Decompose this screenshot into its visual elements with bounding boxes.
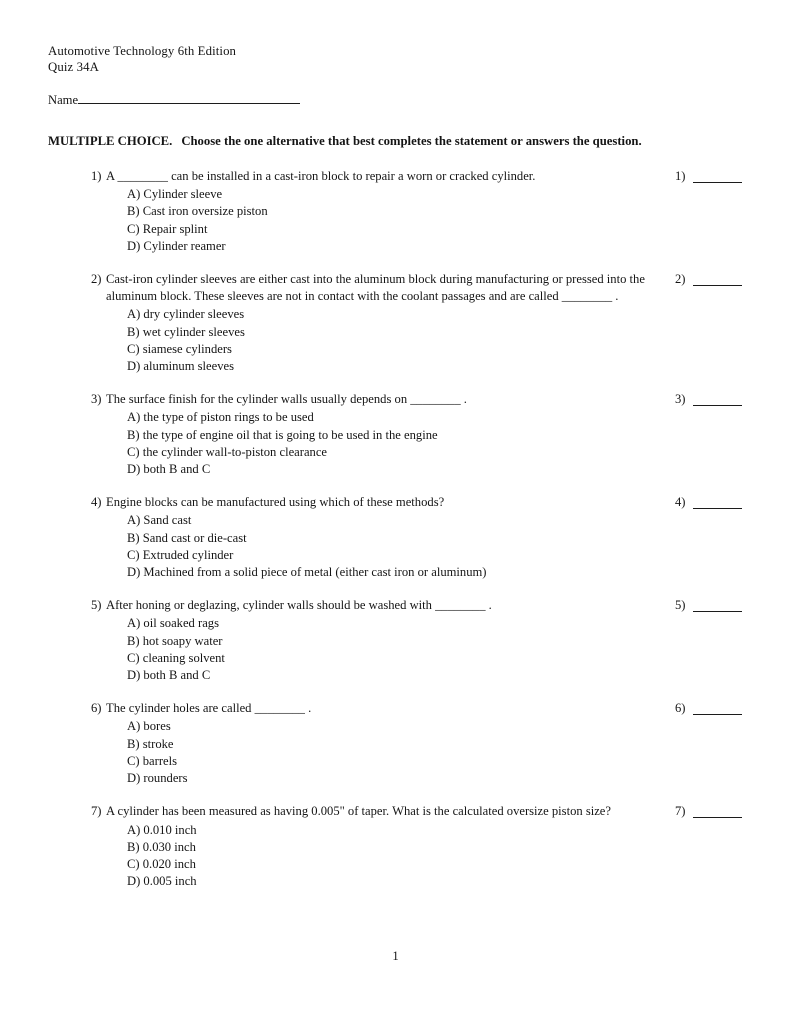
choices <box>106 718 665 787</box>
choice-d: D) both B and C <box>127 668 211 683</box>
question-7 <box>91 803 746 890</box>
choice-d: D) Cylinder reamer <box>127 238 226 253</box>
answer-blank-line <box>693 391 742 406</box>
name-row <box>48 90 746 109</box>
choices <box>106 822 665 891</box>
choice-d: D) aluminum sleeves <box>127 359 235 374</box>
choice-c: C) the cylinder wall-to-piston clearance <box>127 444 328 459</box>
question-number: 6) <box>91 701 102 716</box>
answer-area <box>675 391 746 408</box>
choice-b: B) stroke <box>127 736 174 751</box>
choice-a: A) the type of piston rings to be used <box>127 410 314 425</box>
choice-b: B) Sand cast or die-cast <box>127 530 247 545</box>
answer-blank-line <box>693 700 742 715</box>
answer-number: 7) <box>675 804 686 819</box>
answer-number: 4) <box>675 495 686 510</box>
question-6 <box>91 700 746 787</box>
answer-blank-line <box>693 494 742 509</box>
instructions <box>48 133 746 150</box>
question-text: Cast-iron cylinder sleeves are either cast into the aluminum block during manufacturing or pressed into the aluminum block. These sleeves are not in contact with the coolant passages and are called ________ . <box>106 272 645 304</box>
choice-c: C) barrels <box>127 753 178 768</box>
answer-blank-line <box>693 271 742 286</box>
answer-area <box>675 168 746 185</box>
question-number: 5) <box>91 598 102 613</box>
answer-blank-line <box>693 597 742 612</box>
question-number: 4) <box>91 495 102 510</box>
question-text: After honing or deglazing, cylinder walls should be washed with ________ . <box>106 598 492 613</box>
choice-b: B) Cast iron oversize piston <box>127 204 268 219</box>
question-number: 3) <box>91 392 102 407</box>
question-text: A cylinder has been measured as having 0.005" of taper. What is the calculated oversize piston size? <box>106 804 611 819</box>
question-number: 7) <box>91 804 102 819</box>
answer-area <box>675 803 746 820</box>
quiz-number: Quiz 34A <box>48 59 99 74</box>
question-text: Engine blocks can be manufactured using which of these methods? <box>106 495 445 510</box>
choices <box>106 306 665 375</box>
choices <box>106 615 665 684</box>
choice-b: B) hot soapy water <box>127 633 223 648</box>
choice-b: B) the type of engine oil that is going to be used in the engine <box>127 427 438 442</box>
question-2 <box>91 271 746 375</box>
name-blank-line <box>78 90 300 104</box>
choice-a: A) oil soaked rags <box>127 616 219 631</box>
choice-c: C) 0.020 inch <box>127 856 196 871</box>
answer-blank-line <box>693 803 742 818</box>
question-text: A ________ can be installed in a cast-iron block to repair a worn or cracked cylinder. <box>106 169 536 183</box>
question-4 <box>91 494 746 581</box>
answer-number: 2) <box>675 272 686 287</box>
choice-b: B) 0.030 inch <box>127 839 196 854</box>
question-number: 1) <box>91 169 102 183</box>
choice-b: B) wet cylinder sleeves <box>127 324 245 339</box>
choice-d: D) both B and C <box>127 462 211 477</box>
instructions-label: MULTIPLE CHOICE. <box>48 133 173 148</box>
answer-number: 3) <box>675 392 686 407</box>
choice-d: D) Machined from a solid piece of metal (either cast iron or aluminum) <box>127 565 487 580</box>
choice-a: A) bores <box>127 719 171 734</box>
choice-a: A) Cylinder sleeve <box>127 187 223 202</box>
document-title: Automotive Technology 6th Edition <box>48 44 237 58</box>
answer-area <box>675 597 746 614</box>
answer-number: 1) <box>675 169 686 183</box>
choice-a: A) dry cylinder sleeves <box>127 307 245 322</box>
choice-c: C) siamese cylinders <box>127 341 232 356</box>
choice-c: C) Repair splint <box>127 221 208 236</box>
question-5 <box>91 597 746 684</box>
choice-c: C) cleaning solvent <box>127 650 225 665</box>
choices <box>106 186 665 255</box>
choice-d: D) 0.005 inch <box>127 874 197 889</box>
answer-area <box>675 700 746 717</box>
choice-a: A) Sand cast <box>127 513 192 528</box>
page-number: 1 <box>392 949 399 963</box>
question-number: 2) <box>91 272 102 287</box>
answer-number: 5) <box>675 598 686 613</box>
answer-area <box>675 494 746 511</box>
name-label: Name <box>48 92 79 107</box>
answer-area <box>675 271 746 288</box>
answer-number: 6) <box>675 701 686 716</box>
choice-d: D) rounders <box>127 771 188 786</box>
choices <box>106 512 665 581</box>
choices <box>106 409 665 478</box>
question-text: The surface finish for the cylinder walls usually depends on ________ . <box>106 392 467 407</box>
choice-c: C) Extruded cylinder <box>127 547 234 562</box>
instructions-text: Choose the one alternative that best completes the statement or answers the question. <box>181 133 642 148</box>
answer-blank-line <box>693 168 742 183</box>
question-text: The cylinder holes are called ________ . <box>106 701 312 716</box>
question-3 <box>91 391 746 478</box>
question-1 <box>91 168 746 255</box>
choice-a: A) 0.010 inch <box>127 822 197 837</box>
question-list <box>48 168 746 890</box>
